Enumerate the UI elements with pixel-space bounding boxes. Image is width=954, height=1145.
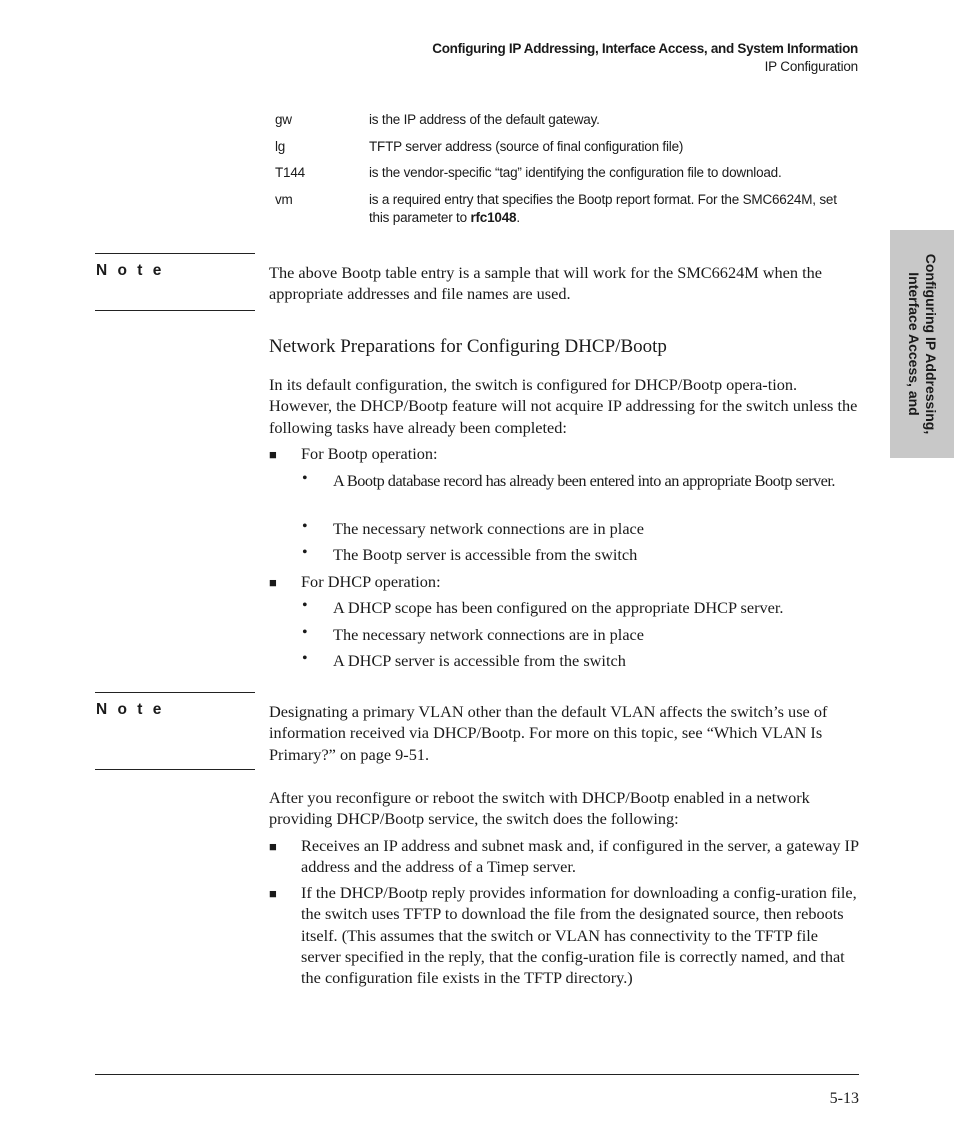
chapter-side-tab	[890, 230, 954, 458]
running-header-title: Configuring IP Addressing, Interface Access, and System Information	[432, 41, 858, 56]
note-text: The above Bootp table entry is a sample that will work for the SMC6624M when the appropriate addresses and file names are used.	[269, 263, 823, 304]
dot-bullet: •	[302, 544, 308, 561]
dot-bullet: •	[302, 597, 308, 614]
definition-row	[275, 111, 860, 138]
list-item: If the DHCP/Bootp reply provides information for downloading a config-uration file, the switch uses TFTP to download the file from the designated source, then reboots itself. (This assumes that the switch or VLAN has connectivity to the TFTP file server specified in the reply, that the config-uration file is correctly named, and that the configuration file exists in the TFTP directory.)	[301, 883, 857, 988]
dot-bullet: •	[302, 518, 308, 535]
section-intro: In its default configuration, the switch is configured for DHCP/Bootp opera-tion. However, the DHCP/Bootp feature will not acquire IP addressing for the switch unless the following tasks have already been completed:	[269, 375, 858, 437]
definition-desc	[369, 191, 860, 227]
running-header-subtitle: IP Configuration	[764, 59, 858, 74]
definition-desc-bold: rfc1048	[470, 210, 517, 225]
note-text: Designating a primary VLAN other than the default VLAN affects the switch’s use of information received via DHCP/Bootp. For more on this topic, see “Which VLAN Is Primary?” on page 9-51.	[269, 702, 828, 764]
page-number: 5-13	[829, 1090, 859, 1107]
definition-row	[275, 138, 860, 164]
dot-bullet: •	[302, 650, 308, 667]
note-top-rule	[95, 692, 255, 693]
dot-bullet: •	[302, 470, 308, 487]
definition-table	[275, 111, 860, 227]
square-bullet: ■	[269, 886, 277, 901]
sub-list-item: The necessary network connections are in place	[333, 519, 645, 538]
note-label: N o t e	[96, 262, 165, 279]
definition-desc: is the vendor-specific “tag” identifying the configuration file to download.	[369, 165, 782, 180]
definition-term: lg	[275, 139, 286, 154]
note-top-rule	[95, 253, 255, 254]
square-bullet: ■	[269, 575, 277, 590]
dot-bullet: •	[302, 624, 308, 641]
list-item: For DHCP operation:	[301, 572, 441, 591]
definition-row	[275, 191, 860, 227]
side-tab-line: Interface Access, and	[906, 272, 922, 416]
sub-list-item: The Bootp server is accessible from the switch	[333, 545, 638, 564]
side-tab-line: Configuring IP Addressing,	[923, 253, 939, 435]
square-bullet: ■	[269, 447, 277, 462]
sub-list-item: A Bootp database record has already been entered into an appropriate Bootp server.	[333, 471, 835, 490]
note-bottom-rule	[95, 769, 255, 770]
definition-desc-text: is a required entry that specifies the Bootp report format. For the SMC6624M, set this parameter to	[369, 192, 837, 225]
definition-desc: TFTP server address (source of final configuration file)	[369, 139, 684, 154]
definition-desc: is the IP address of the default gateway.	[369, 112, 600, 127]
definition-term: vm	[275, 192, 293, 207]
list-item: For Bootp operation:	[301, 444, 438, 463]
definition-term: gw	[275, 112, 292, 127]
sub-list-item: A DHCP server is accessible from the switch	[333, 651, 626, 670]
sub-list-item: The necessary network connections are in place	[333, 625, 645, 644]
definition-term: T144	[275, 165, 305, 180]
chapter-side-tab-label	[905, 230, 939, 458]
list-item: Receives an IP address and subnet mask and, if configured in the server, a gateway IP address and the address of a Timep server.	[301, 836, 859, 877]
definition-desc-end: .	[516, 210, 520, 225]
definition-row	[275, 164, 860, 191]
footer-rule	[95, 1074, 859, 1075]
note-bottom-rule	[95, 310, 255, 311]
sub-list-item: A DHCP scope has been configured on the appropriate DHCP server.	[333, 598, 784, 617]
paragraph: After you reconfigure or reboot the switch with DHCP/Bootp enabled in a network providing DHCP/Bootp service, the switch does the following:	[269, 788, 810, 829]
note-label: N o t e	[96, 701, 165, 718]
section-heading: Network Preparations for Configuring DHCP/Bootp	[269, 336, 667, 357]
square-bullet: ■	[269, 839, 277, 854]
